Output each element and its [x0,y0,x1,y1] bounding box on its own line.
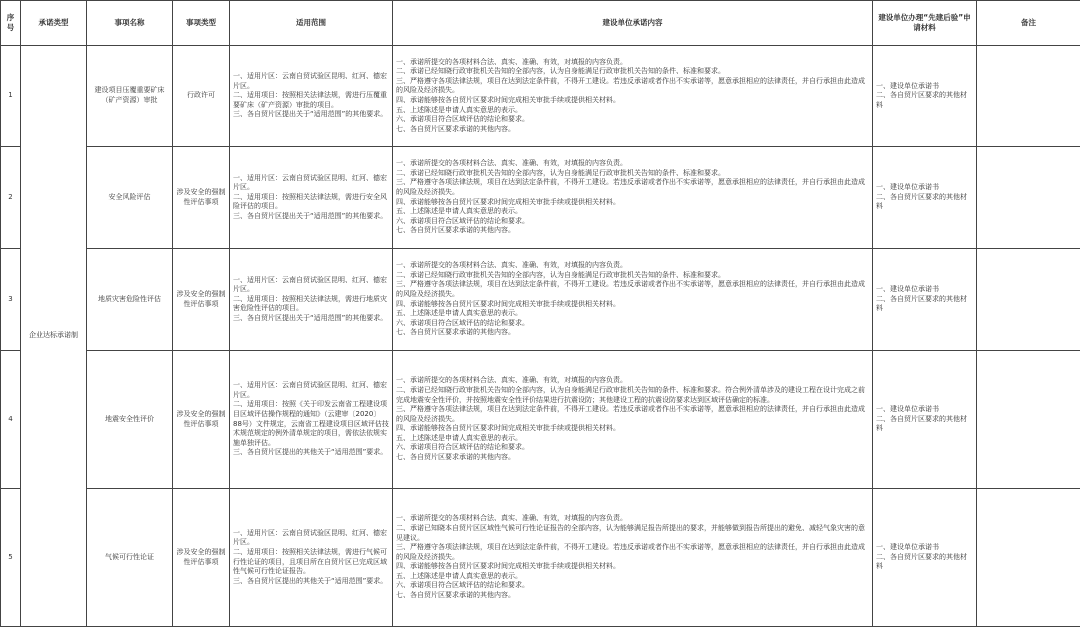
row-number: 2 [1,147,21,249]
scope-cell: 一、适用片区：云南自贸试验区昆明、红河、德宏片区。 二、适用项目：按照相关法律法规，需进行地质灾害危险性评估的项目。 三、各自贸片区提出关于“适用范围”的其他要求。 [230,249,393,351]
materials-cell: 一、建设单位承诺书 二、各自贸片区要求的其他材料 [873,351,977,489]
item-name: 地质灾害危险性评估 [87,249,173,351]
row-number: 4 [1,351,21,489]
item-type: 涉及安全的强制性评估事项 [173,147,230,249]
scope-cell: 一、适用片区：云南自贸试验区昆明、红河、德宏片区。 二、适用项目：按照相关法律法规，需进行气候可行性论证的项目，且项目所在自贸片区已完成区域性气候可行性论证报告。 三、各自贸片区提出的其他关于“适用范围”要求。 [230,489,393,627]
commit-type-cell: 企业达标承诺制 [21,46,87,627]
materials-cell: 一、建设单位承诺书 二、各自贸片区要求的其他材料 [873,147,977,249]
remark-cell [977,351,1080,489]
content-cell: 一、承诺所提交的各项材料合法、真实、准确、有效，对填报的内容负责。 二、承诺已经知晓行政审批机关告知的全部内容，认为自身能满足行政审批机关告知的条件、标准和要求。 三、严格遵守各项法律法规，项目在达到法定条件前，不得开工建设。若违反承诺或者作出不实承诺等，愿意承担相应的法律责任，并自行承担由此造成的风险及经济损失。 四、承诺能够按各自贸片区要求时间完成相关审批手续或提供相关材料。 五、上述陈述是申请人真实意思的表示。 六、承诺项目符合区域评估的结论和要求。 七、各自贸片区要求承诺的其他内容。 [393,249,873,351]
table-row [1,351,1080,489]
header-content: 建设单位承诺内容 [393,1,873,46]
header-item-name: 事项名称 [87,1,173,46]
header-remark: 备注 [977,1,1080,46]
table-row [1,147,1080,249]
row-number: 3 [1,249,21,351]
row-number: 1 [1,46,21,147]
item-type: 涉及安全的强制性评估事项 [173,489,230,627]
materials-cell: 一、建设单位承诺书 二、各自贸片区要求的其他材料 [873,489,977,627]
item-type: 涉及安全的强制性评估事项 [173,351,230,489]
header-materials: 建设单位办理“先建后验”申请材料 [873,1,977,46]
item-name: 建设项目压覆重要矿床（矿产资源）审批 [87,46,173,147]
materials-cell: 一、建设单位承诺书 二、各自贸片区要求的其他材料 [873,46,977,147]
header-item-type: 事项类型 [173,1,230,46]
header-commit-type: 承诺类型 [21,1,87,46]
remark-cell [977,249,1080,351]
header-no: 序号 [1,1,21,46]
content-cell: 一、承诺所提交的各项材料合法、真实、准确、有效，对填报的内容负责。 二、承诺已知晓本自贸片区区域性气候可行性论证报告的全部内容，认为能够满足报告所提出的要求，并能够做到报告所提出的避免、减轻气象灾害的意见建议。 三、严格遵守各项法律法规，项目在达到法定条件前，不得开工建设。若违反承诺或者作出不实承诺等，愿意承担相应的法律责任，并自行承担由此造成的风险及经济损失。 四、承诺能够按各自贸片区要求时间完成相关审批手续或提供相关材料。 五、上述陈述是申请人真实意思的表示。 六、承诺项目符合区域评估的结论和要求。 七、各自贸片区要求承诺的其他内容。 [393,489,873,627]
scope-cell: 一、适用片区：云南自贸试验区昆明、红河、德宏片区。 二、适用项目：按照相关法律法规，需进行安全风险评估的项目。 三、各自贸片区提出关于“适用范围”的其他要求。 [230,147,393,249]
scope-cell: 一、适用片区：云南自贸试验区昆明、红河、德宏片区。 二、适用项目：按照相关法律法规，需进行压覆重要矿床（矿产资源）审批的项目。 三、各自贸片区提出关于“适用范围”的其他要求。 [230,46,393,147]
item-type: 涉及安全的强制性评估事项 [173,249,230,351]
header-row [1,1,1080,46]
content-cell: 一、承诺所提交的各项材料合法、真实、准确、有效，对填报的内容负责。 二、承诺已经知晓行政审批机关告知的全部内容，认为自身能满足行政审批机关告知的条件、标准和要求。 三、严格遵守各项法律法规，项目在达到法定条件前，不得开工建设。若违反承诺或者作出不实承诺等，愿意承担相应的法律责任，并自行承担由此造成的风险及经济损失。 四、承诺能够按各自贸片区要求时间完成相关审批手续或提供相关材料。 五、上述陈述是申请人真实意思的表示。 六、承诺项目符合区域评估的结论和要求。 七、各自贸片区要求承诺的其他内容。 [393,46,873,147]
table-row [1,249,1080,351]
table-row [1,489,1080,627]
header-scope: 适用范围 [230,1,393,46]
content-cell: 一、承诺所提交的各项材料合法、真实、准确、有效，对填报的内容负责。 二、承诺已经知晓行政审批机关告知的全部内容，认为自身能满足行政审批机关告知的条件、标准和要求。 三、严格遵守各项法律法规，项目在达到法定条件前，不得开工建设。若违反承诺或者作出不实承诺等，愿意承担相应的法律责任，并自行承担由此造成的风险及经济损失。 四、承诺能够按各自贸片区要求时间完成相关审批手续或提供相关材料。 五、上述陈述是申请人真实意思的表示。 六、承诺项目符合区域评估的结论和要求。 七、各自贸片区要求承诺的其他内容。 [393,147,873,249]
item-type: 行政许可 [173,46,230,147]
remark-cell [977,489,1080,627]
content-cell: 一、承诺所提交的各项材料合法、真实、准确、有效，对填报的内容负责。 二、承诺已经知晓行政审批机关告知的全部内容，认为自身能满足行政审批机关告知的条件、标准和要求。符合例外清单涉及的建设工程在设计完成之前完成地震安全性评价，并按照地震安全性评价结果进行抗震设防；其他建设工程的抗震设防要求达到区域评估确定的标准。 三、严格遵守各项法律法规，项目在达到法定条件前，不得开工建设。若违反承诺或者作出不实承诺等，愿意承担相应的法律责任，并自行承担由此造成的风险及经济损失。 四、承诺能够按各自贸片区要求时间完成相关审批手续或提供相关材料。 五、上述陈述是申请人真实意思的表示。 六、承诺项目符合区域评估的结论和要求。 七、各自贸片区要求承诺的其他内容。 [393,351,873,489]
materials-cell: 一、建设单位承诺书 二、各自贸片区要求的其他材料 [873,249,977,351]
item-name: 安全风险评估 [87,147,173,249]
remark-cell [977,46,1080,147]
remark-cell [977,147,1080,249]
scope-cell: 一、适用片区：云南自贸试验区昆明、红河、德宏片区。 二、适用项目：按照《关于印发云南省工程建设项目区域评估操作规程的通知》（云建审〔2020〕88号）文件规定，云南省工程建设项目区域评估技术规范规定的例外清单规定的项目，需依法依规实施单独评估。 三、各自贸片区提出的其他关于“适用范围”要求。 [230,351,393,489]
item-name: 地震安全性评价 [87,351,173,489]
row-number: 5 [1,489,21,627]
table-row [1,46,1080,147]
item-name: 气候可行性论证 [87,489,173,627]
